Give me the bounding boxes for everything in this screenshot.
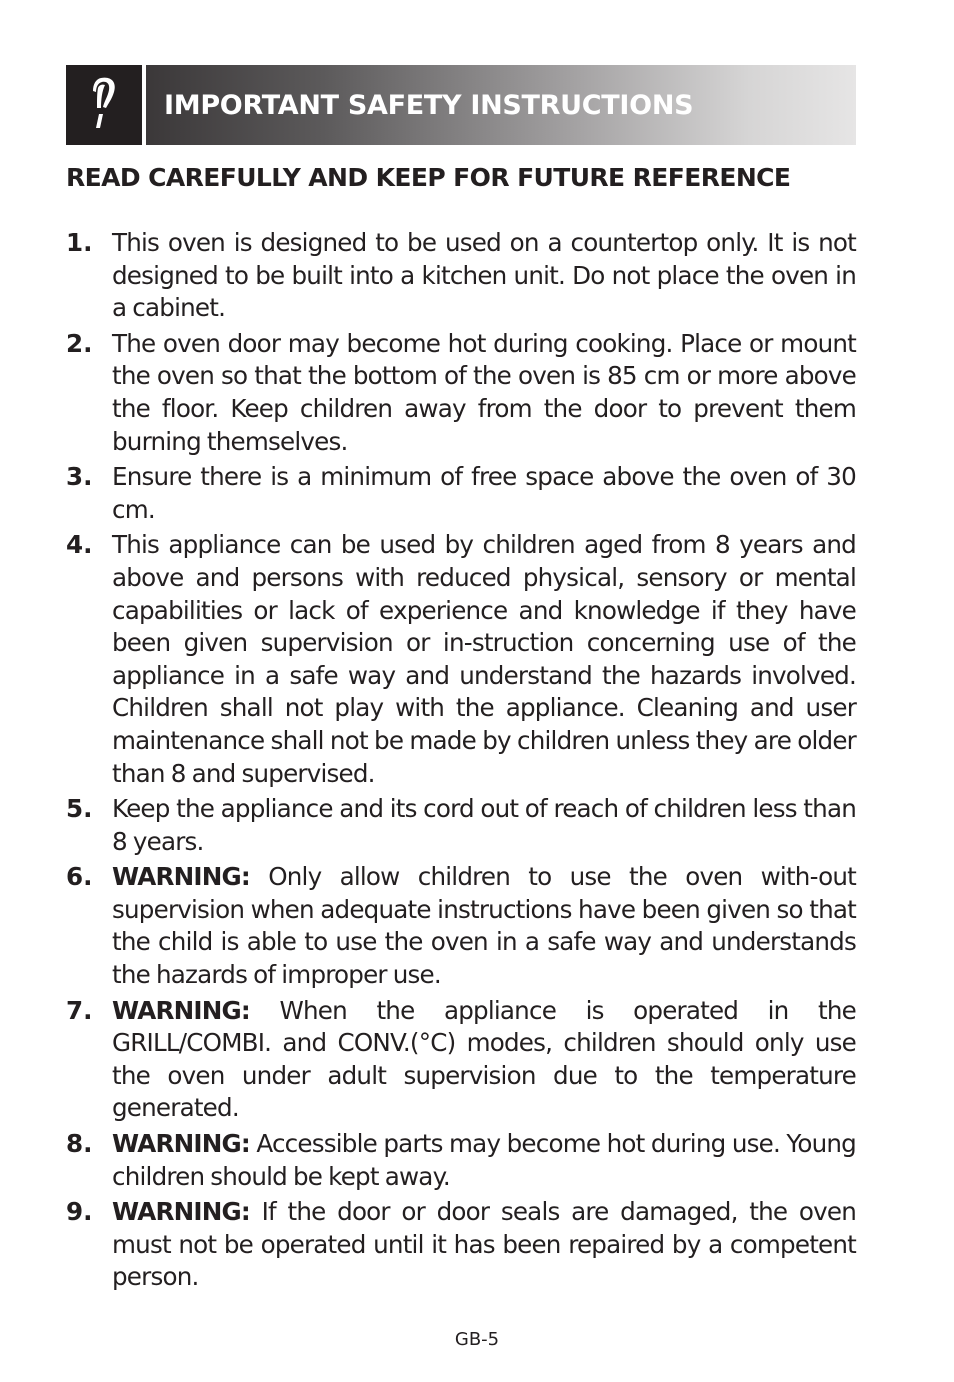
item-number: 2. xyxy=(66,328,93,358)
list-item xyxy=(66,793,856,858)
item-number: 8. xyxy=(66,1129,93,1159)
warning-icon-box xyxy=(66,65,142,145)
item-text: This oven is designed to be used on a countertop only. It is not designed to be built into a kitchen unit. Do not place the oven in a cabinet. xyxy=(112,228,856,323)
item-text-block xyxy=(112,1196,856,1294)
instructions-list xyxy=(66,227,856,1297)
item-text-block xyxy=(112,1128,856,1193)
item-number: 6. xyxy=(66,862,93,892)
list-item xyxy=(66,1128,856,1193)
item-text-block xyxy=(112,861,856,991)
item-text: The oven door may become hot during cooking. Place or mount the oven so that the bottom of the oven is 85 cm or more above the floor. Keep children away from the door to prevent them burning themselves. xyxy=(112,328,856,456)
item-text-block xyxy=(112,529,856,790)
page-number: GB-5 xyxy=(454,1329,500,1350)
item-text: Accessible parts may become hot during use. Young children should be kept away. xyxy=(112,1129,856,1191)
warning-label: WARNING: xyxy=(112,1197,250,1227)
item-text-block xyxy=(112,793,856,858)
list-item xyxy=(66,1196,856,1294)
item-number: 4. xyxy=(66,530,93,560)
section-header xyxy=(66,65,856,145)
subheading: READ CAREFULLY AND KEEP FOR FUTURE REFERENCE xyxy=(66,163,791,192)
header-title-band xyxy=(146,65,856,145)
item-text-block xyxy=(112,328,856,458)
list-item xyxy=(66,461,856,526)
warning-label: WARNING: xyxy=(112,995,250,1025)
list-item xyxy=(66,328,856,458)
item-text: If the door or door seals are damaged, the oven must not be operated until it has been repaired by a competent person. xyxy=(112,1197,856,1292)
item-number: 1. xyxy=(66,228,93,257)
item-text-block xyxy=(112,461,856,526)
list-item xyxy=(66,227,856,325)
item-number: 7. xyxy=(66,995,93,1025)
item-text: This appliance can be used by children aged from 8 years and above and persons with reduced physical, sensory or mental capabilities or lack of experience and knowledge if they have been given supervision or in-struction concerning use of the appliance in a safe way and understand the hazards involved. Children shall not play with the appliance. Cleaning and user maintenance shall not be made by children unless they are older than 8 and supervised. xyxy=(112,530,856,788)
warning-label: WARNING: xyxy=(112,1129,250,1159)
list-item xyxy=(66,995,856,1125)
page-title: IMPORTANT SAFETY INSTRUCTIONS xyxy=(164,89,694,121)
item-text: Ensure there is a minimum of free space above the oven of 30 cm. xyxy=(112,462,856,524)
list-item xyxy=(66,861,856,991)
item-text: When the appliance is operated in the GRILL/COMBI. and CONV.(°C) modes, children should only use the oven under adult supervision due to the temperature generated. xyxy=(112,995,856,1123)
item-text: Only allow children to use the oven with-out supervision when adequate instructions have been given so that the child is able to use the oven in a safe way and understands the hazards of improper use. xyxy=(112,862,856,990)
item-text-block xyxy=(112,227,856,325)
item-number: 5. xyxy=(66,794,93,824)
exclamation-warning-icon xyxy=(87,74,121,136)
item-number: 3. xyxy=(66,462,93,492)
item-number: 9. xyxy=(66,1197,93,1227)
warning-label: WARNING: xyxy=(112,862,250,892)
item-text: Keep the appliance and its cord out of reach of children less than 8 years. xyxy=(112,794,856,856)
item-text-block xyxy=(112,995,856,1125)
list-item xyxy=(66,529,856,790)
